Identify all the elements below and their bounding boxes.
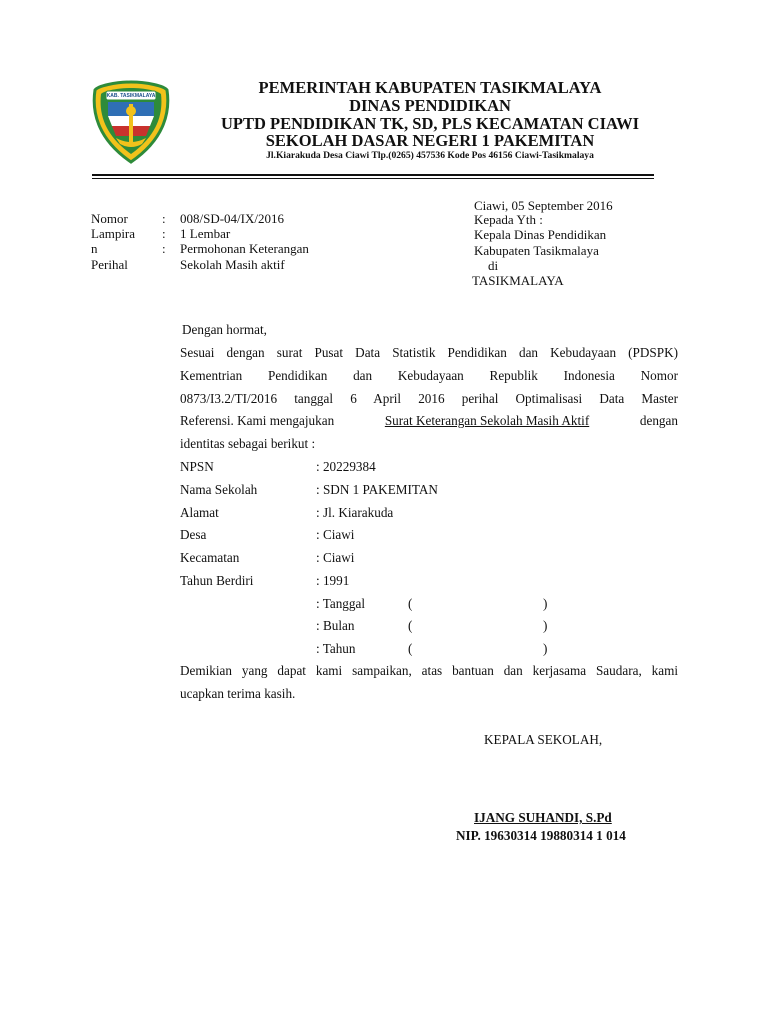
perihal-value-line1: Permohonan Keterangan [180,241,309,256]
closing-line1: Demikian yang dapat kami sampaikan, atas bantuan dan kerjasama Saudara, kami [180,663,678,678]
field-year-founded-label: Tahun Berdiri [180,573,254,588]
field-yr-label: : Tahun [316,641,356,656]
field-address-value: : Jl. Kiarakuda [316,505,394,520]
recipient-di: di [488,258,499,273]
lampiran-colon: : [162,226,166,241]
lampiran-label-wrap: n [91,241,98,256]
signature-title: KEPALA SEKOLAH, [484,732,603,747]
nomor-value: 008/SD-04/IX/2016 [180,211,284,226]
body-paragraph-line5: identitas sebagai berikut : [180,436,316,451]
signatory-nip: NIP. 19630314 19880314 1 014 [456,828,626,843]
letterhead-divider-thick [92,174,654,176]
field-district-value: : Ciawi [316,550,355,565]
field-month-open: ( [408,618,413,633]
regency-logo [92,80,170,164]
letterhead-agency: DINAS PENDIDIKAN [349,96,511,115]
subject-underlined: Surat Keterangan Sekolah Masih Aktif [384,413,590,428]
perihal-value-line2: Sekolah Masih aktif [180,257,285,272]
field-npsn-value: : 20229384 [316,459,376,474]
lampiran-value: 1 Lembar [180,226,231,241]
field-month-close: ) [543,618,548,633]
field-day-close: ) [543,596,548,611]
body-line4-end: dengan [639,413,678,428]
perihal-colon: : [162,241,166,256]
recipient-kepada: Kepada Yth : [474,212,543,227]
field-month-label: : Bulan [316,618,355,633]
recipient-line2: Kabupaten Tasikmalaya [474,243,599,258]
letterhead-address: Jl.Kiarakuda Desa Ciawi Tlp.(0265) 457536 Kode Pos 46156 Ciawi-Tasikmalaya [266,150,594,161]
body-paragraph-line2: Kementrian Pendidikan dan Kebudayaan Republik Indonesia Nomor [180,368,678,383]
field-yr-open: ( [408,641,413,656]
field-day-label: : Tanggal [316,596,366,611]
field-school-name-label: Nama Sekolah [180,482,258,497]
signatory-name: IJANG SUHANDI, S.Pd [474,810,612,825]
recipient-city: TASIKMALAYA [472,273,564,288]
field-address-label: Alamat [180,505,219,520]
field-district-label: Kecamatan [180,550,240,565]
field-yr-close: ) [543,641,548,656]
nomor-colon: : [162,211,166,226]
body-paragraph-line1: Sesuai dengan surat Pusat Data Statistik Pendidikan dan Kebudayaan (PDSPK) [180,345,678,360]
field-day-open: ( [408,596,413,611]
salutation: Dengan hormat, [182,322,267,337]
closing-line2: ucapkan terima kasih. [180,686,296,701]
field-village-value: : Ciawi [316,527,355,542]
logo-banner-text: KAB. TASIKMALAYA [106,93,156,99]
field-npsn-label: NPSN [180,459,214,474]
body-paragraph-line3: 0873/I3.2/TI/2016 tanggal 6 April 2016 perihal Optimalisasi Data Master [180,391,678,406]
field-year-founded-value: : 1991 [316,573,350,588]
nomor-label: Nomor [91,211,128,226]
letter-date: Ciawi, 05 September 2016 [474,198,613,213]
field-school-name-value: : SDN 1 PAKEMITAN [316,482,438,497]
letterhead-unit: UPTD PENDIDIKAN TK, SD, PLS KECAMATAN CIAWI [220,114,640,133]
recipient-line1: Kepala Dinas Pendidikan [474,227,607,242]
body-line4-start: Referensi. Kami mengajukan [180,413,335,428]
letterhead-school: SEKOLAH DASAR NEGERI 1 PAKEMITAN [265,131,595,150]
field-village-label: Desa [180,527,207,542]
letterhead-divider-thin [92,178,654,179]
perihal-label: Perihal [91,257,128,272]
body-paragraph-line4 [180,413,678,429]
lampiran-label: Lampira [91,226,136,241]
letterhead-government: PEMERINTAH KABUPATEN TASIKMALAYA [258,78,602,97]
